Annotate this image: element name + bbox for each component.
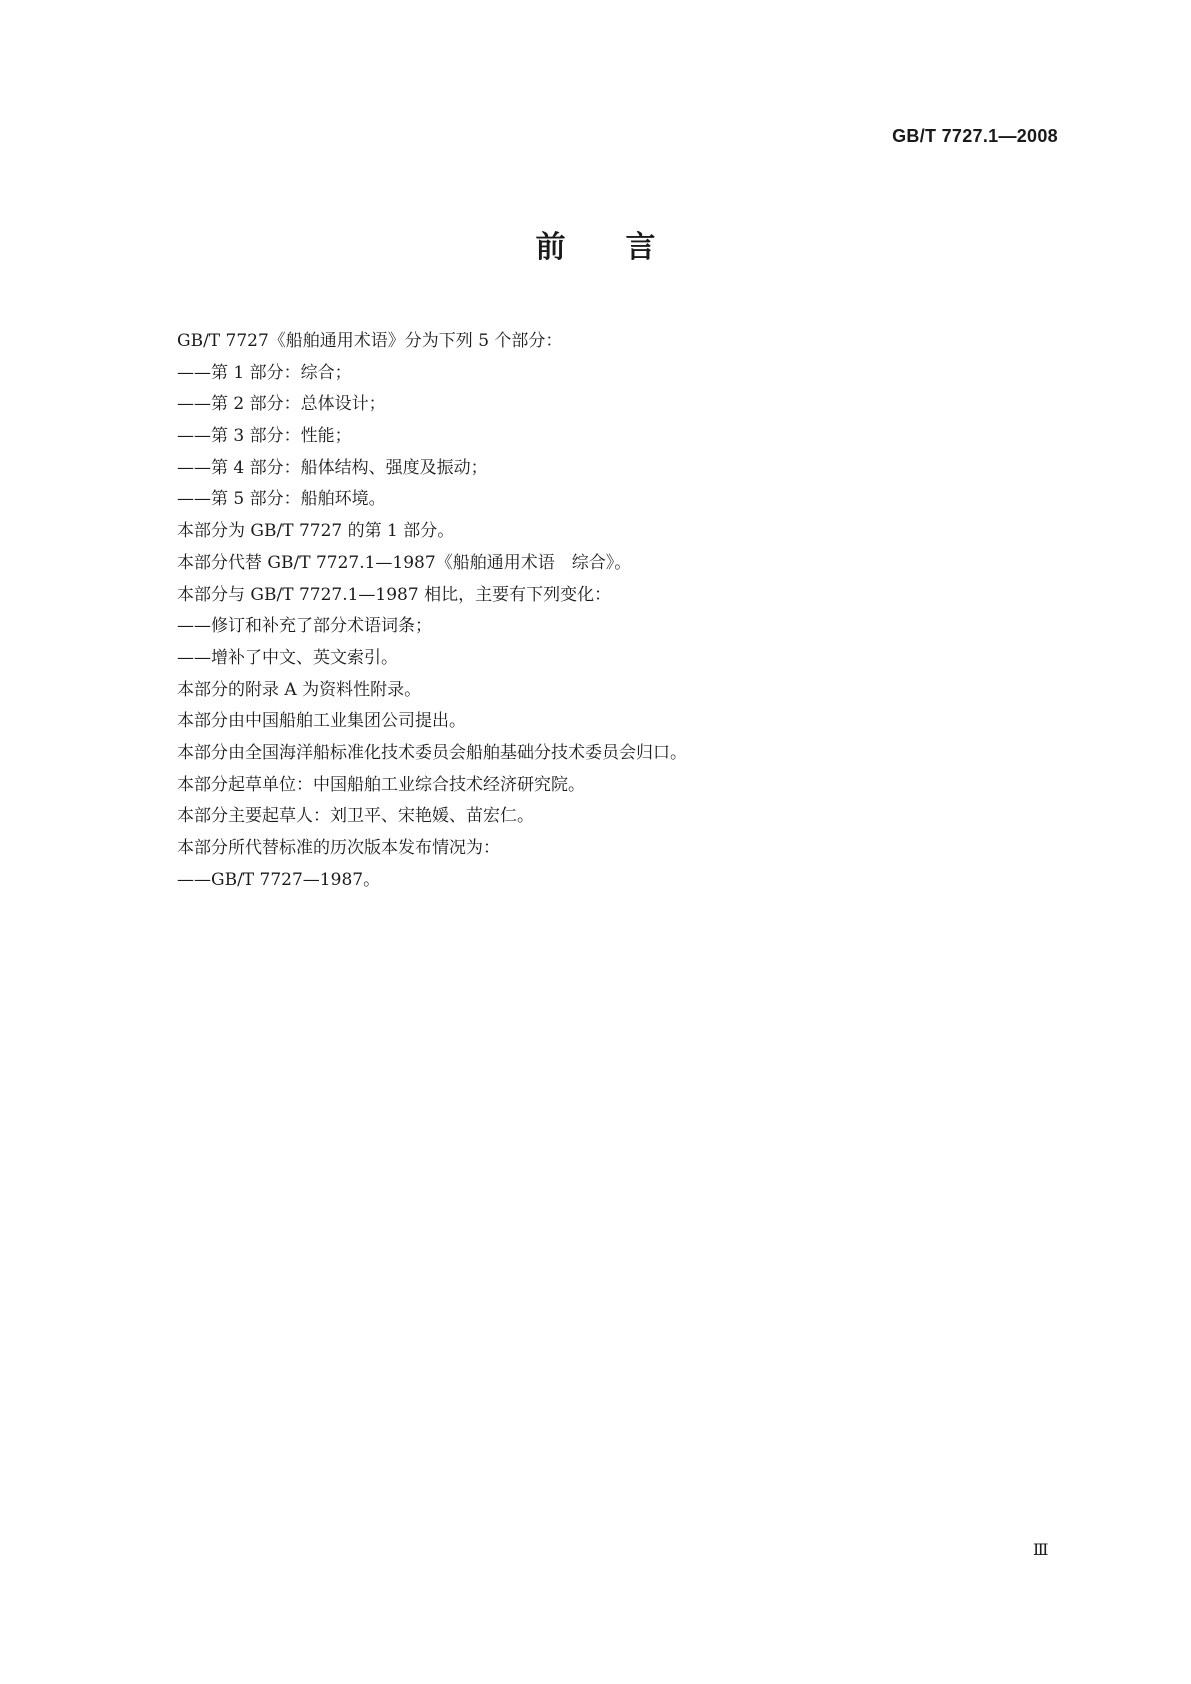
foreword-line: ——第 1 部分：综合； — [177, 362, 352, 383]
foreword-line: 本部分由全国海洋船标准化技术委员会船舶基础分技术委员会归口。 — [177, 742, 687, 763]
title-char-2: 言 — [625, 230, 656, 265]
foreword-line: 本部分为 GB/T 7727 的第 1 部分。 — [177, 521, 455, 542]
foreword-line: 本部分由中国船舶工业集团公司提出。 — [177, 711, 466, 732]
page-title — [0, 228, 1191, 268]
foreword-line: ——第 4 部分：船体结构、强度及振动； — [177, 457, 488, 478]
foreword-body — [177, 326, 1037, 896]
foreword-line: ——GB/T 7727—1987。 — [177, 869, 381, 890]
standard-number: GB/T 7727.1—2008 — [892, 126, 1058, 146]
foreword-line: 本部分主要起草人：刘卫平、宋艳媛、苗宏仁。 — [177, 806, 534, 827]
page-number: Ⅲ — [1033, 1540, 1049, 1559]
foreword-line: GB/T 7727《船舶通用术语》分为下列 5 个部分： — [177, 331, 563, 351]
foreword-line: 本部分起草单位：中国船舶工业综合技术经济研究院。 — [177, 774, 585, 795]
foreword-line: ——第 2 部分：总体设计； — [177, 394, 386, 415]
foreword-line: ——增补了中文、英文索引。 — [177, 647, 398, 668]
title-char-1: 前 — [535, 230, 566, 265]
foreword-line: 本部分的附录 A 为资料性附录。 — [177, 679, 422, 700]
foreword-line: ——第 5 部分：船舶环境。 — [177, 489, 386, 510]
foreword-line: 本部分与 GB/T 7727.1—1987 相比，主要有下列变化： — [177, 584, 612, 605]
foreword-line: ——修订和补充了部分术语词条； — [177, 616, 432, 637]
foreword-line: 本部分所代替标准的历次版本发布情况为： — [177, 838, 500, 858]
foreword-line: ——第 3 部分：性能； — [177, 426, 352, 447]
foreword-line: 本部分代替 GB/T 7727.1—1987《船舶通用术语 综合》。 — [177, 552, 632, 573]
